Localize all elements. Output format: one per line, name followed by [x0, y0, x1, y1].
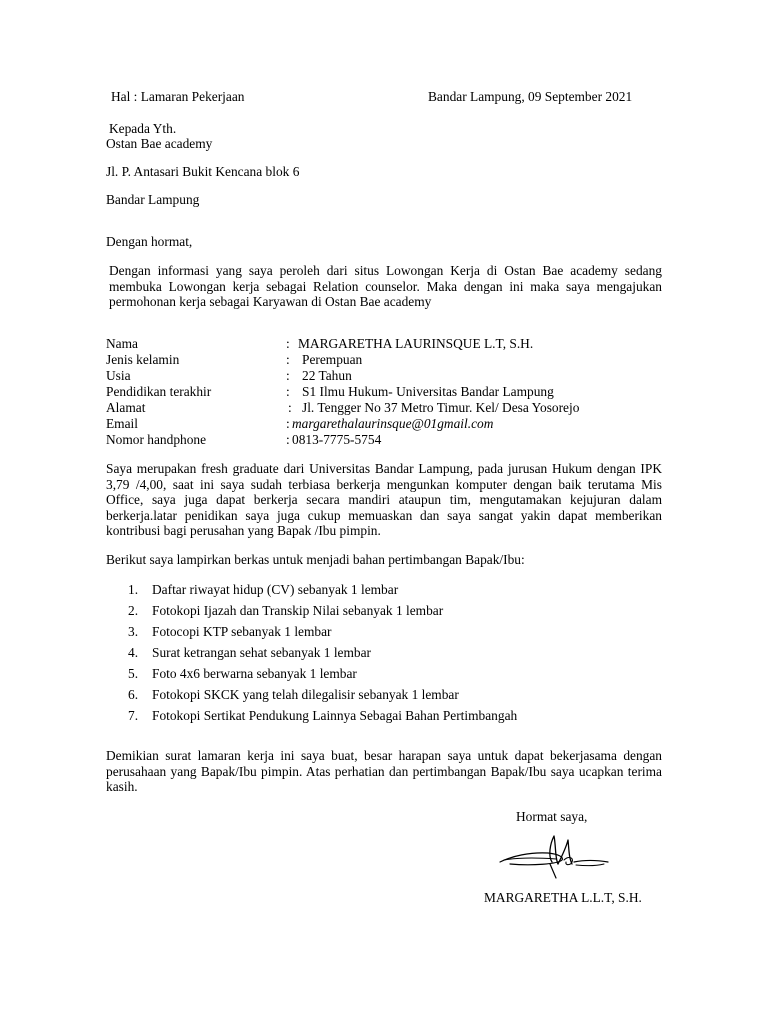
- recipient-salutation: Kepada Yth.: [109, 121, 177, 136]
- recipient-city: Bandar Lampung: [106, 192, 200, 207]
- info-label: Nomor handphone: [106, 432, 207, 447]
- info-colon: :: [286, 432, 290, 447]
- list-text: Surat ketrangan sehat sebanyak 1 lembar: [152, 645, 372, 660]
- list-number: 1.: [128, 582, 139, 597]
- info-label: Email: [106, 416, 138, 431]
- info-colon: :: [286, 384, 290, 399]
- list-number: 5.: [128, 666, 139, 681]
- list-number: 7.: [128, 708, 139, 723]
- info-colon: :: [286, 416, 290, 431]
- info-colon: :: [286, 336, 290, 351]
- signer-name: MARGARETHA L.L.T, S.H.: [484, 890, 642, 905]
- greeting: Dengan hormat,: [106, 234, 193, 249]
- list-number: 4.: [128, 645, 139, 660]
- signature-image: [492, 826, 612, 882]
- list-text: Fotokopi Ijazah dan Transkip Nilai sebanyak 1 lembar: [152, 603, 444, 618]
- recipient-name: Ostan Bae academy: [106, 136, 213, 151]
- closing-paragraph: Demikian surat lamaran kerja ini saya buat, besar harapan saya untuk dapat bekerjasama dengan perusahaan yang Bapak/Ibu pimpin. Atas perhatian dan pertimbangan Bapak/Ibu saya ucapkan terima kasih.: [106, 748, 662, 795]
- letter-subject: Hal : Lamaran Pekerjaan: [111, 89, 245, 104]
- info-value: MARGARETHA LAURINSQUE L.T, S.H.: [298, 336, 534, 351]
- list-number: 2.: [128, 603, 139, 618]
- info-value: S1 Ilmu Hukum- Universitas Bandar Lampung: [302, 384, 554, 399]
- list-text: Fotokopi SKCK yang telah dilegalisir sebanyak 1 lembar: [152, 687, 459, 702]
- recipient-address: Jl. P. Antasari Bukit Kencana blok 6: [106, 164, 300, 179]
- list-text: Daftar riwayat hidup (CV) sebanyak 1 lembar: [152, 582, 399, 597]
- email-value: margarethalaurinsque@01gmail.com: [292, 416, 494, 431]
- info-value: 0813-7775-5754: [292, 432, 382, 447]
- info-label: Alamat: [106, 400, 146, 415]
- info-colon: :: [286, 368, 290, 383]
- info-value: 22 Tahun: [302, 368, 352, 383]
- intro-paragraph: Dengan informasi yang saya peroleh dari situs Lowongan Kerja di Ostan Bae academy sedang membuka Lowongan kerja sebagai Relation counselor. Maka dengan ini maka saya mengajukan permohonan kerja sebagai Karyawan di Ostan Bae academy: [109, 263, 662, 310]
- info-value: Jl. Tengger No 37 Metro Timur. Kel/ Desa Yosorejo: [302, 400, 580, 415]
- info-colon: :: [288, 400, 292, 415]
- info-label: Jenis kelamin: [106, 352, 180, 367]
- info-label: Pendidikan terakhir: [106, 384, 212, 399]
- signoff-phrase: Hormat saya,: [516, 809, 588, 824]
- info-label: Usia: [106, 368, 131, 383]
- info-label: Nama: [106, 336, 138, 351]
- list-number: 3.: [128, 624, 139, 639]
- list-text: Foto 4x6 berwarna sebanyak 1 lembar: [152, 666, 357, 681]
- list-number: 6.: [128, 687, 139, 702]
- letter-place-date: Bandar Lampung, 09 September 2021: [428, 89, 633, 104]
- info-colon: :: [286, 352, 290, 367]
- list-text: Fotokopi Sertikat Pendukung Lainnya Sebagai Bahan Pertimbangah: [152, 708, 518, 723]
- body-paragraph: Saya merupakan fresh graduate dari Universitas Bandar Lampung, pada jurusan Hukum dengan IPK 3,79 /4,00, saat ini saya sudah terbiasa berkerja mengunkan komputer dengan baik terutama Mis Office, saya juga dapat berkerja secara mandiri ataupun tim, mengutamakan kejujuran dalam berkerja.latar penidikan saya juga cukup memuaskan dan saya sangat yakin dapat memberikan kontribusi bagi perusahan yang Bapak /Ibu pimpin.: [106, 461, 662, 539]
- list-text: Fotocopi KTP sebanyak 1 lembar: [152, 624, 332, 639]
- attachments-intro: Berikut saya lampirkan berkas untuk menjadi bahan pertimbangan Bapak/Ibu:: [106, 552, 525, 567]
- info-value: Perempuan: [302, 352, 363, 367]
